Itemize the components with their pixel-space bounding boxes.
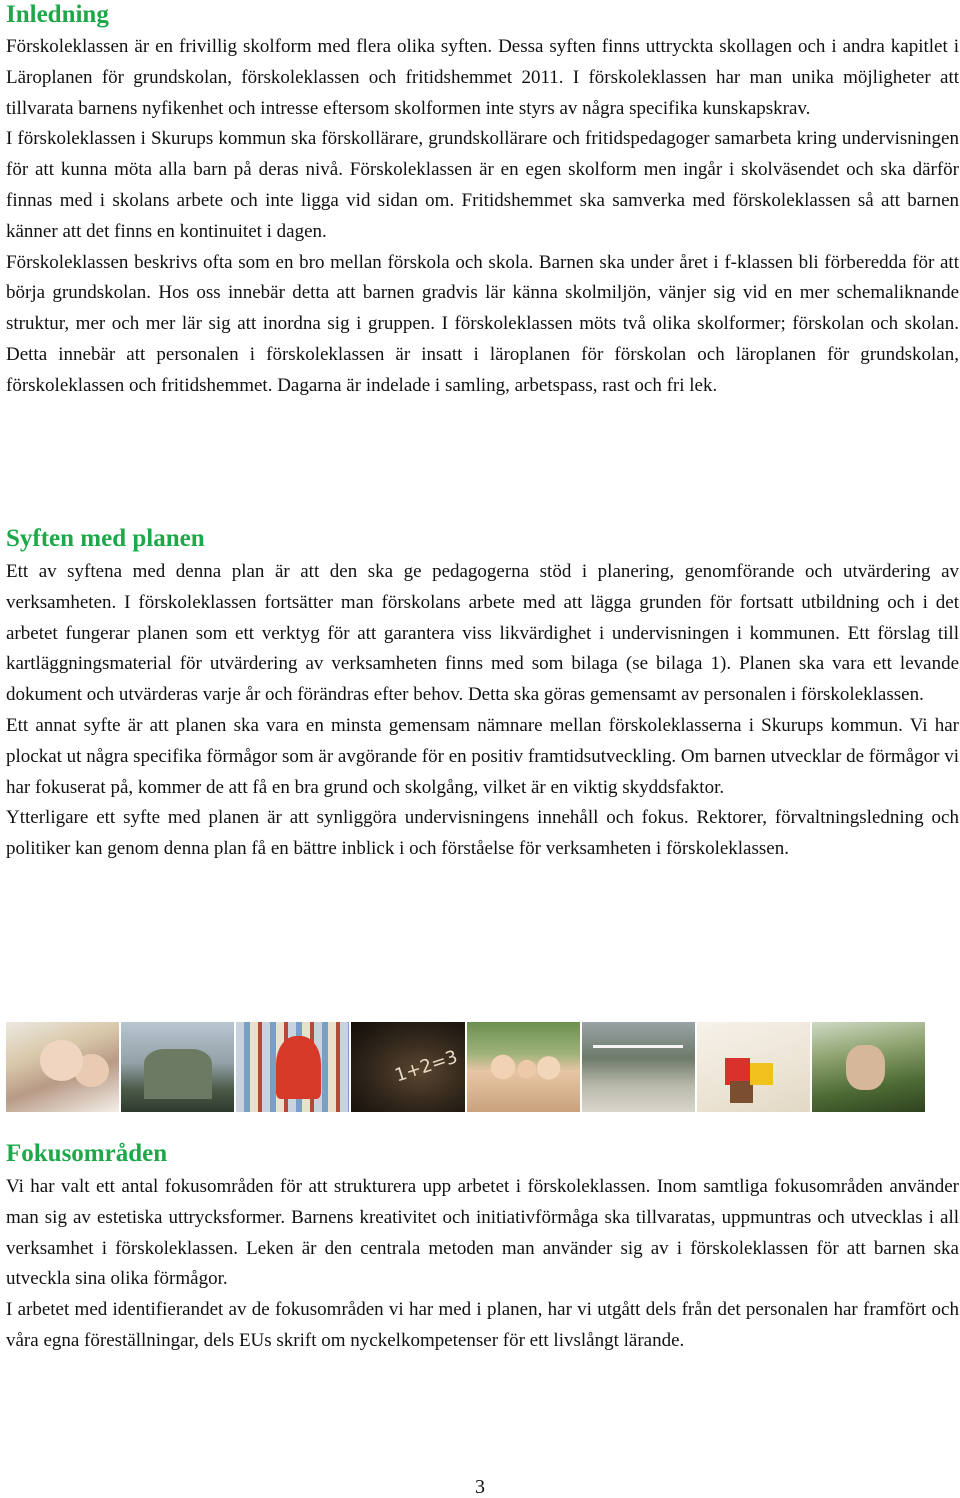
photo-chalkboard-math	[351, 1022, 464, 1112]
paragraph: Ett av syftena med denna plan är att den ska ge pedagogerna stöd i planering, genomförande och utvärdering av verksamheten. I förskoleklassen fortsätter man förskolans arbete med att lägga grunden för fortsatt utbildning och i det arbetet fungerar planen som ett verktyg för att garantera viss likvärdighet i undervisningen i kommunen. Ett förslag till kartläggningsmaterial för utvärdering av verksamheten finns med som bilaga (se bilaga 1). Planen ska vara ett levande dokument och utvärderas varje år och förändras efter behov. Detta ska göras gemensamt av personalen i förskoleklassen.	[6, 561, 959, 706]
heading-inledning: Inledning	[6, 1, 109, 28]
section-inledning	[6, 0, 959, 402]
chalkboard-text: 1+2=3	[392, 1046, 461, 1087]
heading-fokusomraden: Fokusområden	[6, 1140, 168, 1167]
section-fokusomraden	[6, 1139, 959, 1357]
photo-children-playing-football	[582, 1022, 695, 1112]
photo-children-tea-party	[6, 1022, 119, 1112]
paragraph: Ytterligare ett syfte med planen är att synliggöra undervisningens innehåll och fokus. Rektorer, förvaltningsledning och politiker kan genom denna plan få en bättre inblick i och förståelse för verksamheten i förskoleklassen.	[6, 807, 959, 860]
heading-syften: Syften med planen	[6, 525, 205, 552]
paragraph: I förskoleklassen i Skurups kommun ska förskollärare, grundskollärare och fritidspedagoger samarbeta kring undervisningen för att kunna möta alla barn på deras nivå. Förskoleklassen är en egen skolform men ingår i skolväsendet och ska därför finnas med i skolans arbete och inte ligga vid sidan om. Fritidshemmet ska samverka med förskoleklassen så att barnen känner att det finns en kontinuitet i dagen.	[6, 128, 959, 242]
paragraph: Vi har valt ett antal fokusområden för att strukturera upp arbetet i förskoleklassen. Inom samtliga fokusområden använder man sig av estetiska uttrycksformer. Barnens kreativitet och initiativförmåga ska tillvaratas, uppmuntras och utvecklas i all verksamhet i förskoleklassen. Leken är den centrala metoden man använder sig av i förskoleklassen för att barnen ska utveckla sina olika förmågor.	[6, 1176, 959, 1290]
photo-boy-reading-library	[236, 1022, 349, 1112]
photo-building-blocks	[697, 1022, 810, 1112]
paragraph: Förskoleklassen är en frivillig skolform med flera olika syften. Dessa syften finns uttryckta skollagen och i andra kapitlet i Läroplanen för grundskolan, förskoleklassen och fritidshemmet 2011. I förskoleklassen har man unika möjligheter att tillvarata barnens nyfikenhet och intresse eftersom skolformen inte styrs av några specifika kunskapskrav.	[6, 36, 959, 119]
paragraph: I arbetet med identifierandet av de fokusområden vi har med i planen, har vi utgått dels från det personalen har framfört och våra egna föreställningar, dels EUs skrift om nyckelkompetenser för ett livslångt lärande.	[6, 1299, 959, 1351]
photo-classroom	[121, 1022, 234, 1112]
paragraph: Förskoleklassen beskrivs ofta som en bro mellan förskola och skola. Barnen ska under året i f-klassen bli förberedda för att börja grundskolan. Hos oss innebär detta att barnen gradvis lär känna skolmiljön, vänjer sig vid en mer schemaliknande struktur, mer och mer lär sig att inordna sig i gruppen. I förskoleklassen möts två olika skolformer; förskolan och skolan. Detta innebär att personalen i förskoleklassen är insatt i läroplanen för förskolan och läroplanen för grundskolan, förskoleklassen och fritidshemmet. Dagarna är indelade i samling, arbetspass, rast och fri lek.	[6, 251, 959, 396]
photo-laughing-children	[467, 1022, 580, 1112]
section-syften	[6, 524, 959, 865]
paragraph: Ett annat syfte är att planen ska vara en minsta gemensam nämnare mellan förskoleklasserna i Skurups kommun. Vi har plockat ut några specifika förmågor som är avgörande för en positiv framtidsutveckling. Om barnen utvecklar de förmågor vi har fokuserat på, kommer de att få en bra grund och skolgång, vilket är en viktig skyddsfaktor.	[6, 714, 959, 798]
photo-strip	[6, 1022, 925, 1112]
photo-child-in-tree	[812, 1022, 925, 1112]
page-number: 3	[475, 1476, 485, 1498]
